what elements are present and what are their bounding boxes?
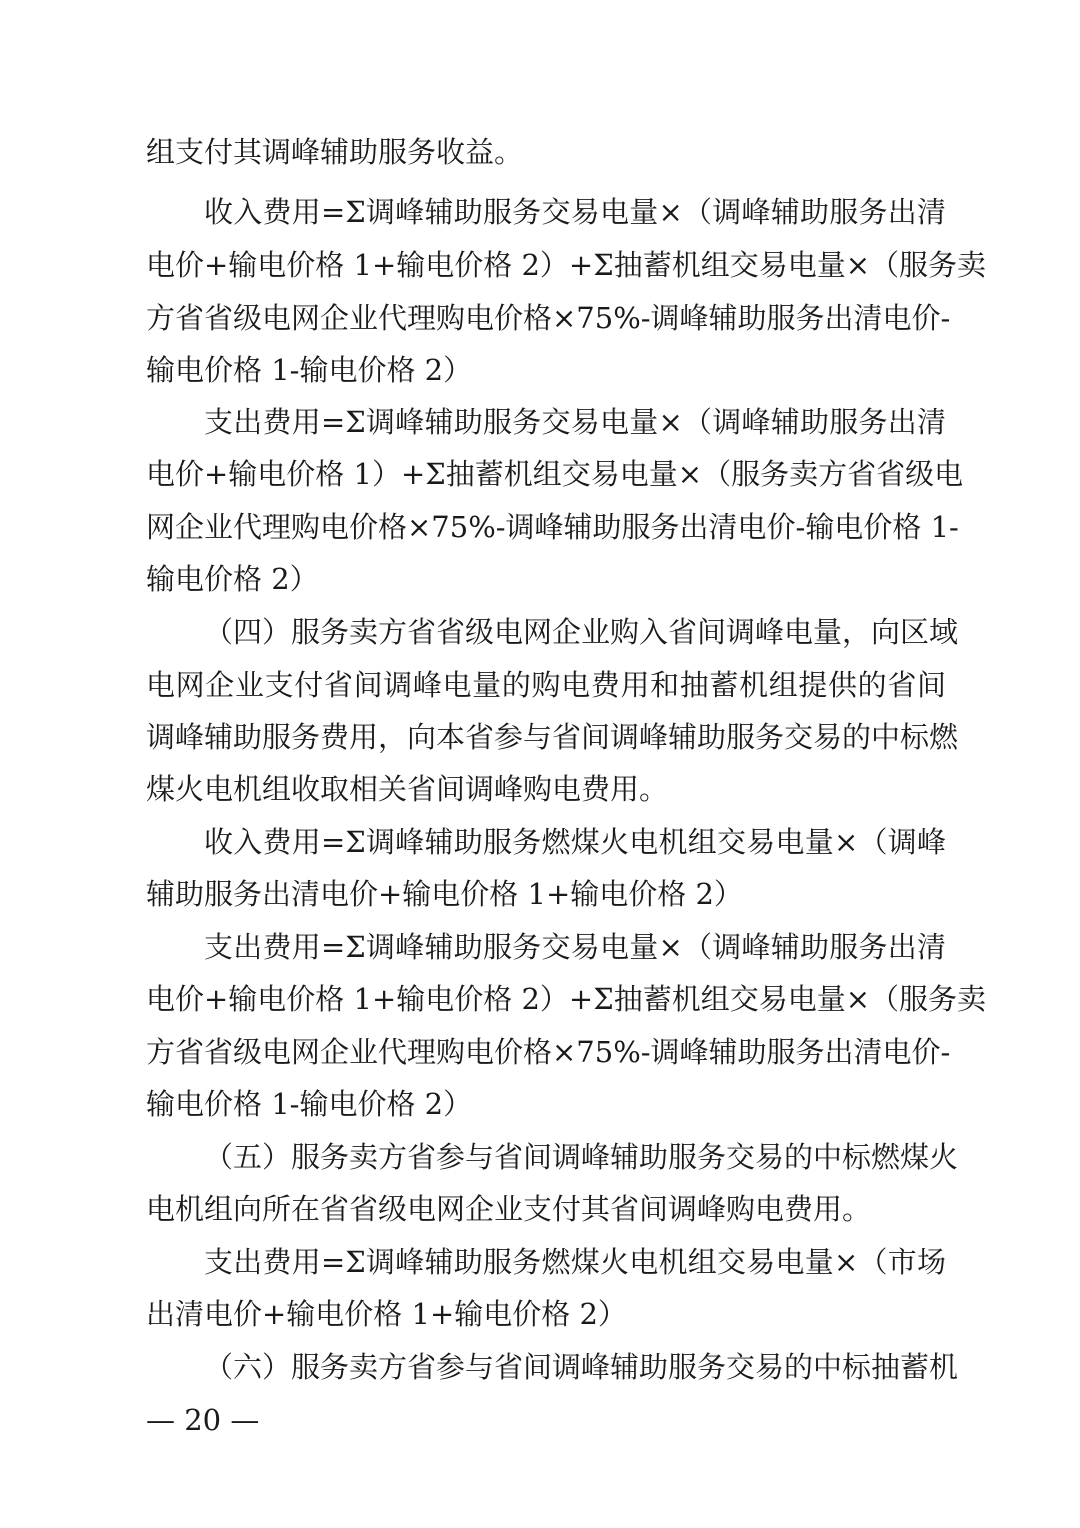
- text-line: 支出费用=Σ调峰辅助服务燃煤火电机组交易电量×（市场: [204, 1245, 946, 1279]
- text-line: 网企业代理购电价格×75%-调峰辅助服务出清电价-输电价格 1-: [146, 510, 959, 544]
- text-line: 电网企业支付省间调峰电量的购电费用和抽蓄机组提供的省间: [146, 668, 946, 702]
- text-line: （五）服务卖方省参与省间调峰辅助服务交易的中标燃煤火: [204, 1140, 959, 1174]
- text-line: 输电价格 1-输电价格 2）: [146, 1087, 473, 1121]
- text-line: 收入费用=Σ调峰辅助服务燃煤火电机组交易电量×（调峰: [204, 825, 946, 859]
- text-line: 出清电价+输电价格 1+输电价格 2）: [146, 1297, 627, 1331]
- text-line: 输电价格 1-输电价格 2）: [146, 353, 473, 387]
- text-line: 电价+输电价格 1+输电价格 2）+Σ抽蓄机组交易电量×（服务卖: [146, 982, 987, 1016]
- text-line: （四）服务卖方省省级电网企业购入省间调峰电量，向区域: [204, 615, 959, 649]
- text-line: 煤火电机组收取相关省间调峰购电费用。: [146, 772, 669, 806]
- text-line: 输电价格 2）: [146, 562, 319, 596]
- text-line: 电机组向所在省省级电网企业支付其省间调峰购电费用。: [146, 1192, 872, 1226]
- text-line: 方省省级电网企业代理购电价格×75%-调峰辅助服务出清电价-: [146, 1035, 951, 1069]
- text-line: 方省省级电网企业代理购电价格×75%-调峰辅助服务出清电价-: [146, 301, 951, 335]
- text-line: 支出费用=Σ调峰辅助服务交易电量×（调峰辅助服务出清: [204, 405, 946, 439]
- text-line: 辅助服务出清电价+输电价格 1+输电价格 2）: [146, 877, 743, 911]
- text-line: 调峰辅助服务费用，向本省参与省间调峰辅助服务交易的中标燃: [146, 720, 959, 754]
- text-line: 收入费用=Σ调峰辅助服务交易电量×（调峰辅助服务出清: [204, 195, 946, 229]
- page-number: — 20 —: [146, 1403, 260, 1437]
- text-line: （六）服务卖方省参与省间调峰辅助服务交易的中标抽蓄机: [204, 1350, 959, 1384]
- text-line: 支出费用=Σ调峰辅助服务交易电量×（调峰辅助服务出清: [204, 930, 946, 964]
- text-line: 电价+输电价格 1）+Σ抽蓄机组交易电量×（服务卖方省省级电: [146, 457, 964, 491]
- text-line: 电价+输电价格 1+输电价格 2）+Σ抽蓄机组交易电量×（服务卖: [146, 248, 987, 282]
- text-line: 组支付其调峰辅助服务收益。: [146, 135, 524, 169]
